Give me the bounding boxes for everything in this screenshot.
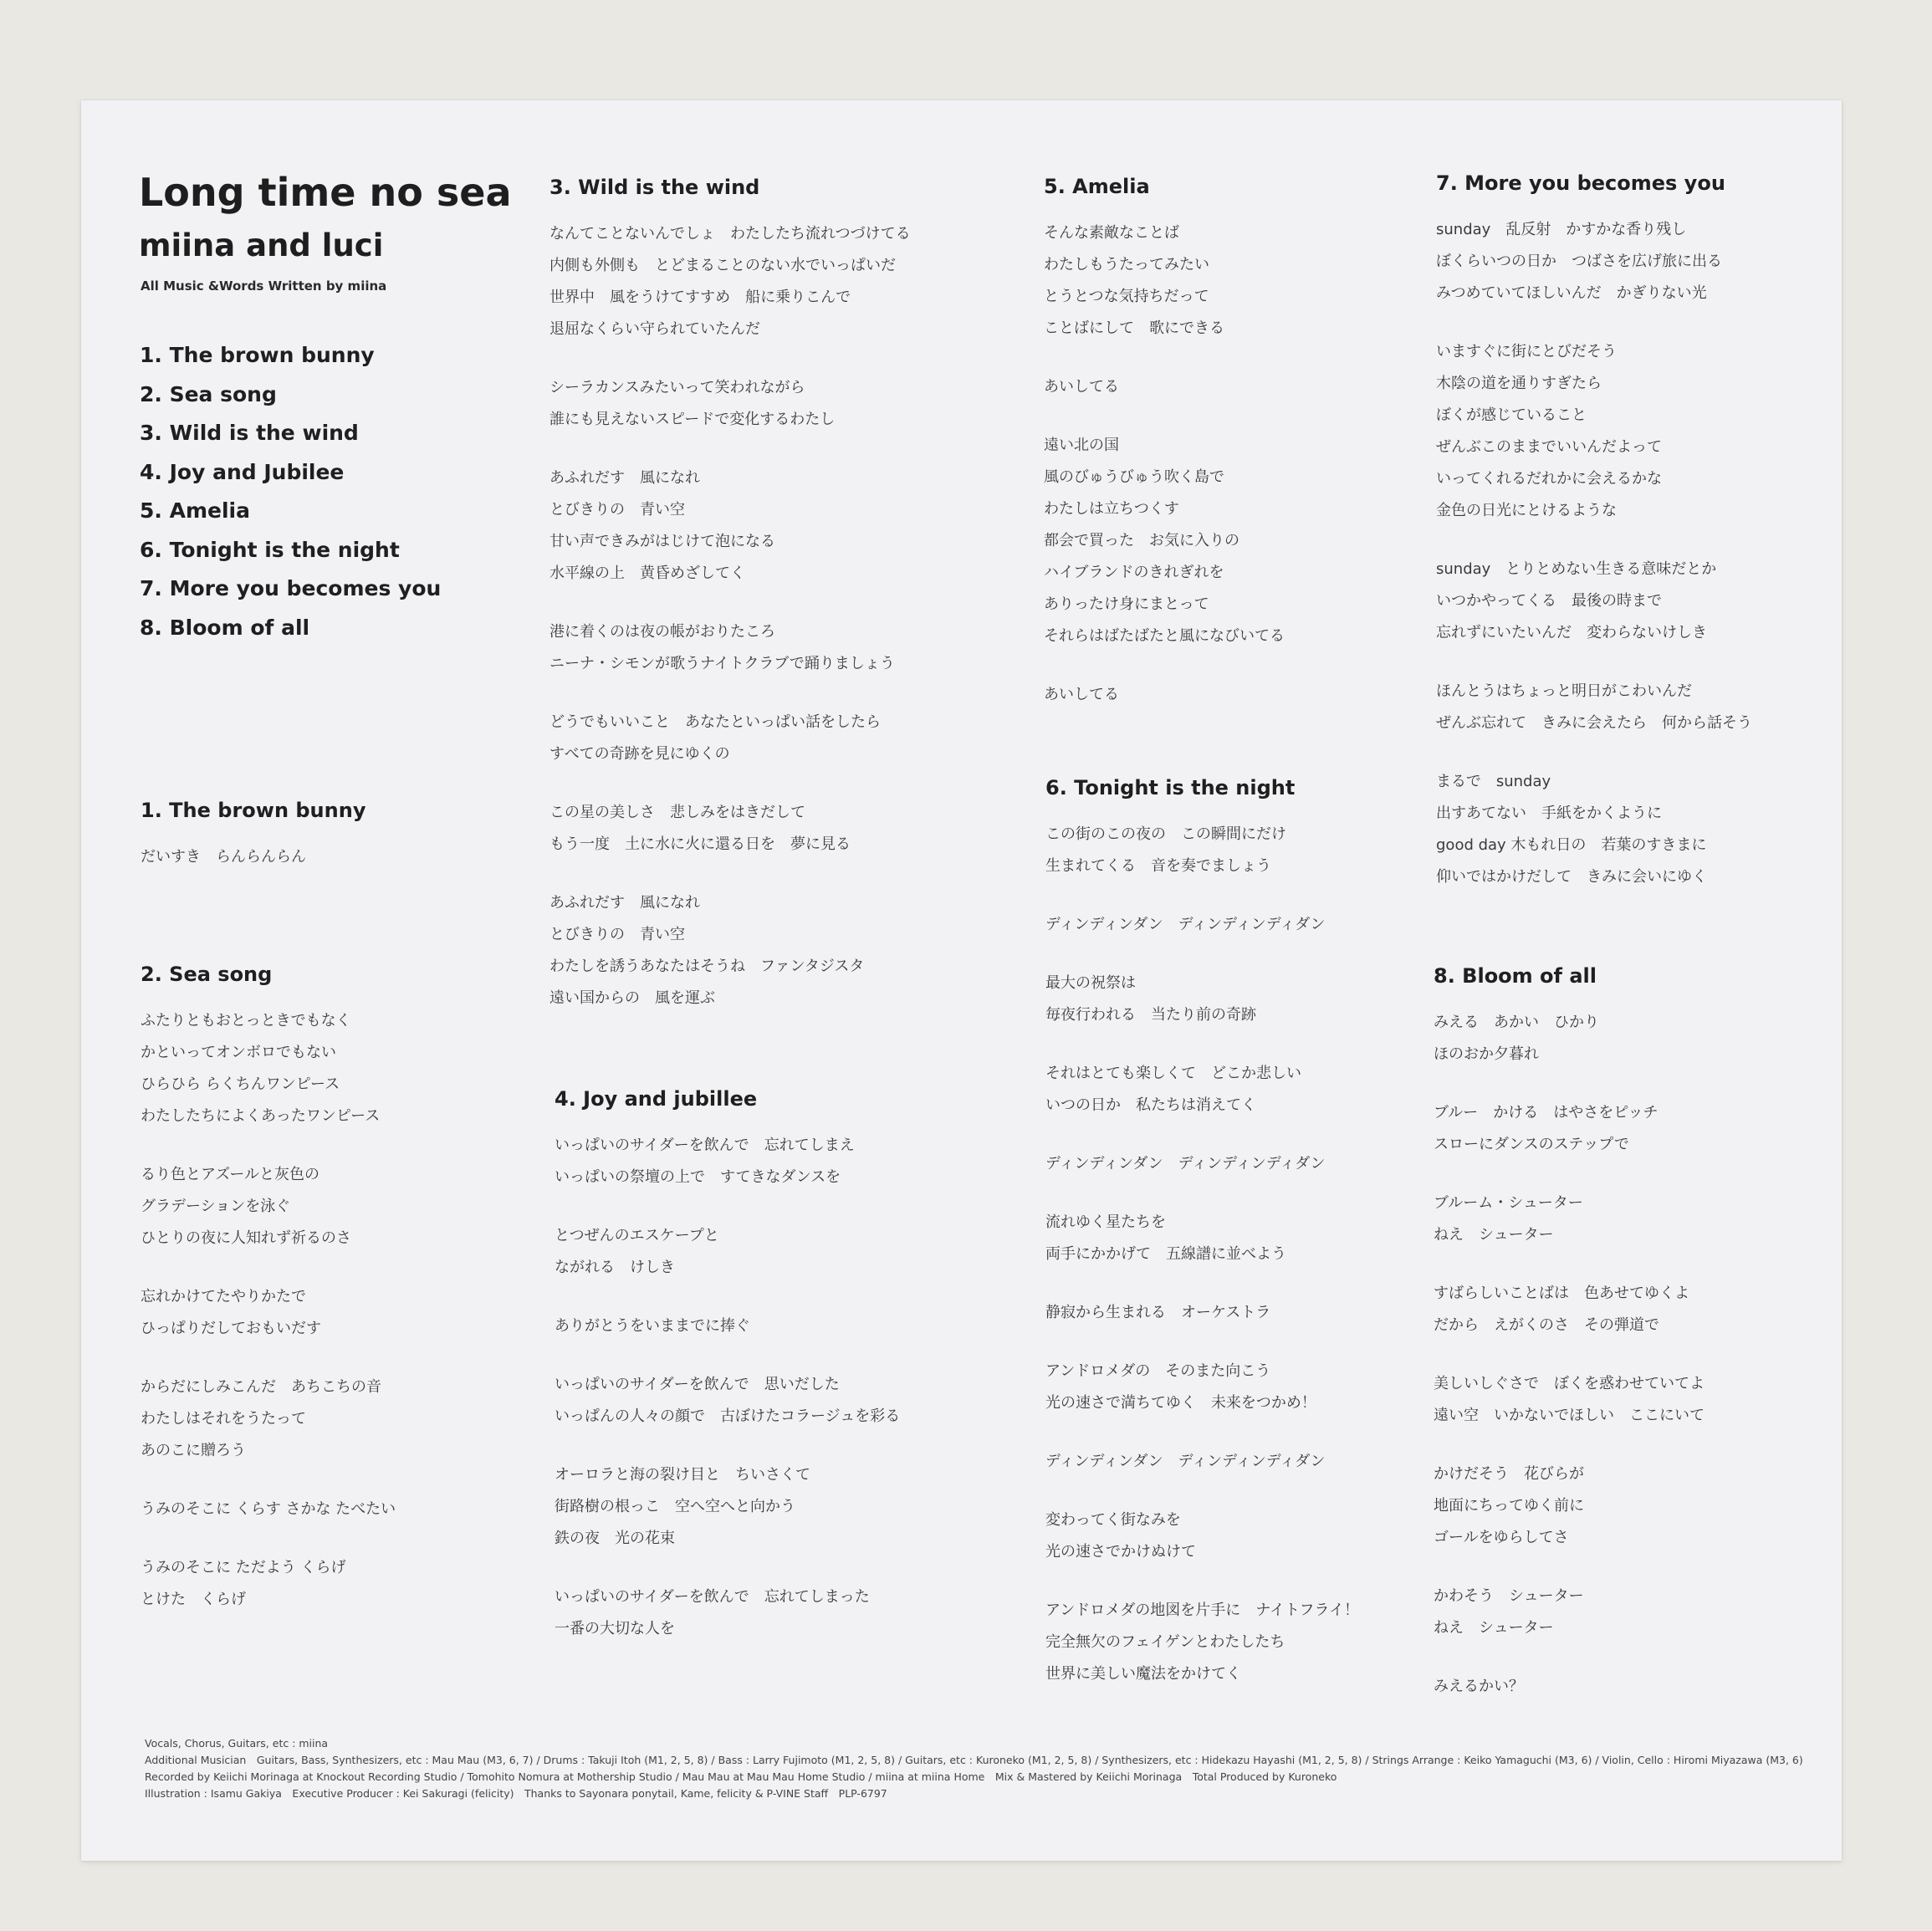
stanza — [1434, 1097, 1818, 1161]
song-title: 1. The brown bunny — [141, 799, 366, 822]
song-title: 2. Sea song — [141, 963, 273, 986]
lyric-line: ほのおか夕暮れ — [1434, 1045, 1539, 1063]
lyric-line: いっぱいのサイダーを飲んで 忘れてしまえ — [555, 1137, 855, 1154]
stanza — [555, 1310, 939, 1342]
stanza — [1434, 1188, 1818, 1251]
stanza — [549, 218, 934, 345]
lyric-line: スローにダンスのステップで — [1434, 1136, 1629, 1153]
stanza — [1045, 1504, 1430, 1568]
lyric-line: 内側も外側も とどまることのない水でいっぱいだ — [549, 257, 896, 274]
lyric-line: 遠い北の国 — [1044, 437, 1119, 454]
stanza — [1045, 1446, 1430, 1478]
lyric-line: ふたりともおとっときでもなく — [141, 1012, 351, 1029]
stanza — [1045, 909, 1430, 941]
lyric-line: ディンディンダン ディンディンディダン — [1045, 1155, 1326, 1172]
lyric-line: 木陰の道を通りすぎたら — [1436, 375, 1602, 392]
lyric-line: 出すあてない 手紙をかくように — [1436, 805, 1662, 822]
lyric-line: いますぐに街にとびだそう — [1436, 343, 1617, 360]
stanza — [1434, 1368, 1818, 1432]
lyric-line: 忘れずにいたいんだ 変わらないけしき — [1436, 624, 1707, 641]
lyric-line: ブルー かける はやさをピッチ — [1434, 1104, 1659, 1121]
lyric-line: みえる あかい ひかり — [1434, 1014, 1599, 1031]
lyric-line: いっぱいの祭壇の上で すてきなダンスを — [555, 1168, 841, 1186]
lyric-line: それはとても楽しくて どこか悲しい — [1045, 1065, 1301, 1082]
lyric-line: 毎夜行われる 当たり前の奇跡 — [1045, 1006, 1256, 1024]
lyric-line: グラデーションを泳ぐ — [141, 1198, 291, 1215]
lyric-line: いっぱいのサイダーを飲んで 忘れてしまった — [555, 1588, 870, 1606]
stanza — [1045, 1207, 1430, 1270]
stanza — [555, 1581, 939, 1645]
lyric-line: good day 木もれ日の 若葉のすきまに — [1436, 836, 1707, 854]
lyric-line: わたしもうたってみたい — [1044, 256, 1209, 273]
lyric-line: ぼくが感じていること — [1436, 406, 1587, 424]
stanza — [141, 1372, 525, 1467]
track-7: 7. More you becomes you — [140, 576, 442, 600]
song-joy-and-jubillee — [555, 1085, 939, 1672]
track-6: 6. Tonight is the night — [140, 537, 400, 562]
lyric-line: まるで sunday — [1436, 773, 1551, 790]
stanza — [549, 616, 934, 680]
stanza — [141, 1005, 525, 1132]
lyric-line: あのこに贈ろう — [141, 1442, 246, 1459]
track-3: 3. Wild is the wind — [140, 421, 359, 445]
lyric-line: わたしは立ちつくす — [1044, 500, 1179, 518]
lyric-line: ことばにして 歌にできる — [1044, 319, 1224, 337]
lyric-line: sunday とりとめない生きる意味だとか — [1436, 560, 1717, 578]
lyric-line: どうでもいいこと あなたといっぱい話をしたら — [549, 713, 881, 731]
stanza — [1044, 430, 1429, 652]
song-more-you-becomes-you — [1436, 169, 1821, 920]
stanza — [1434, 1007, 1818, 1070]
lyric-line: わたしはそれをうたって — [141, 1410, 306, 1428]
stanza — [1045, 1148, 1430, 1180]
lyric-line: オーロラと海の裂け目と ちいさくて — [555, 1466, 810, 1484]
song-title: 7. More you becomes you — [1436, 171, 1725, 195]
lyric-line: いっぱいのサイダーを飲んで 思いだした — [555, 1376, 840, 1393]
stanza — [555, 1130, 939, 1193]
lyric-line: うみのそこに くらす さかな たべたい — [141, 1500, 396, 1518]
lyric-line: 地面にちってゆく前に — [1434, 1497, 1584, 1515]
lyric-line: そんな素敵なことば — [1044, 224, 1179, 242]
song-wild-is-the-wind — [549, 173, 934, 1041]
lyric-line: あいしてる — [1044, 686, 1119, 703]
lyric-line: 甘い声できみがはじけて泡になる — [549, 533, 775, 550]
lyric-line: とけた くらげ — [141, 1591, 246, 1608]
lyric-line: いっぱんの人々の顔で 古ぼけたコラージュを彩る — [555, 1407, 901, 1425]
lyric-line: この街のこの夜の この瞬間にだけ — [1045, 825, 1286, 843]
stanza — [1436, 676, 1821, 739]
stanza — [1044, 679, 1429, 711]
lyric-line: 遠い空 いかないでほしい ここにいて — [1434, 1407, 1705, 1424]
song-sea-song — [141, 960, 525, 1642]
lyric-line: なんてことないんでしょ わたしたち流れつづけてる — [549, 225, 911, 243]
lyric-line: るり色とアズールと灰色の — [141, 1166, 320, 1183]
stanza — [141, 1494, 525, 1525]
lyric-line: シーラカンスみたいって笑われながら — [549, 379, 805, 396]
lyric-line: とうとつな気持ちだって — [1044, 288, 1209, 305]
lyric-line: みつめていてほしいんだ かぎりない光 — [1436, 284, 1707, 302]
lyric-line: 世界中 風をうけてすすめ 船に乗りこんで — [549, 289, 851, 306]
stanza — [1434, 1671, 1818, 1703]
lyric-line: 最大の祝祭は — [1045, 974, 1136, 992]
stanza — [1045, 1297, 1430, 1329]
lyric-line: 変わってく街なみを — [1045, 1511, 1181, 1529]
lyric-line: あふれだす 風になれ — [549, 469, 700, 487]
lyric-line: あいしてる — [1044, 378, 1119, 396]
lyric-line: からだにしみこんだ あちこちの音 — [141, 1378, 381, 1396]
written-by-credit: All Music &Words Written by miina — [141, 278, 387, 294]
stanza — [141, 1552, 525, 1616]
lyric-line: 街路樹の根っこ 空へ空へと向かう — [555, 1498, 795, 1515]
lyric-line: ディンディンダン ディンディンディダン — [1045, 1453, 1326, 1470]
lyric-line: すばらしいことばは 色あせてゆくよ — [1434, 1285, 1689, 1302]
lyric-line: 水平線の上 黄昏めざしてく — [549, 564, 745, 582]
lyric-line: ねえ シューター — [1434, 1619, 1554, 1637]
stanza — [1434, 1278, 1818, 1341]
lyric-line: ありったけ身にまとって — [1044, 595, 1209, 613]
lyric-line: だいすき らんらんらん — [141, 848, 306, 866]
lyric-line: 誰にも見えないスピードで変化するわたし — [549, 411, 836, 428]
stanza — [1045, 819, 1430, 882]
lyric-line: それらはばたばたと風になびいてる — [1044, 627, 1285, 645]
track-2: 2. Sea song — [140, 381, 277, 406]
lyric-line: いつの日か 私たちは消えてく — [1045, 1096, 1256, 1114]
lyric-line: とつぜんのエスケープと — [555, 1227, 719, 1244]
lyric-line: 静寂から生まれる オーケストラ — [1045, 1304, 1271, 1321]
stanza — [549, 887, 934, 1014]
lyric-line: 両手にかかげて 五線譜に並べよう — [1045, 1245, 1286, 1263]
stanza — [1044, 371, 1429, 403]
lyric-line: 美しいしぐさで ぼくを惑わせていてよ — [1434, 1375, 1705, 1392]
stanza — [549, 797, 934, 861]
song-title: 8. Bloom of all — [1434, 964, 1597, 988]
lyric-line: ディンディンダン ディンディンディダン — [1045, 916, 1326, 933]
lyric-line: 忘れかけてたやりかたで — [141, 1288, 306, 1305]
lyric-line: ぼくらいつの日か つばさを広げ旅に出る — [1436, 253, 1722, 270]
lyric-line: 退屈なくらい守られていたんだ — [549, 320, 760, 338]
lyric-line: ほんとうはちょっと明日がこわいんだ — [1436, 682, 1692, 700]
credit-line: Recorded by Keiichi Morinaga at Knockout Recording Studio / Tomohito Nomura at Mothership Studio / Mau Mau at Mau Mau Home Studio / miina at miina Home Mix & Mastered by Keiichi Morinaga Total Produced by Kuroneko — [145, 1770, 1337, 1783]
lyric-line: とびきりの 青い空 — [549, 501, 685, 519]
stanza — [1436, 336, 1821, 527]
stanza — [1436, 554, 1821, 649]
credit-line: Illustration : Isamu Gakiya Executive Producer : Kei Sakuragi (felicity) Thanks to Sayonara ponytail, Kame, felicity & P-VINE Staff PLP-6797 — [145, 1787, 887, 1800]
lyric-line: わたしを誘うあなたはそうね ファンタジスタ — [549, 958, 865, 975]
song-title: 4. Joy and jubillee — [555, 1087, 758, 1111]
lyric-line: 一番の大切な人を — [555, 1620, 675, 1637]
lyric-line: 流れゆく星たちを — [1045, 1213, 1166, 1231]
track-1: 1. The brown bunny — [140, 343, 375, 367]
track-5: 5. Amelia — [140, 498, 250, 523]
lyric-line: ひらひら らくちんワンピース — [141, 1075, 340, 1093]
stanza — [141, 1281, 525, 1345]
lyric-line: 完全無欠のフェイゲンとわたしたち — [1045, 1633, 1285, 1651]
lyric-line: sunday 乱反射 かすかな香り残し — [1436, 221, 1687, 238]
tracklist — [140, 341, 441, 652]
lyric-line: うみのそこに ただよう くらげ — [141, 1559, 346, 1576]
lyric-line: もう一度 土に水に火に還る日を 夢に見る — [549, 835, 851, 853]
stanza — [555, 1459, 939, 1555]
song-bloom-of-all — [1434, 962, 1818, 1729]
stanza — [1434, 1458, 1818, 1554]
lyric-line: とびきりの 青い空 — [549, 926, 685, 943]
track-4: 4. Joy and Jubilee — [140, 459, 345, 484]
lyric-line: ニーナ・シモンが歌うナイトクラブで踊りましょう — [549, 655, 895, 672]
lyric-line: ありがとうをいままでに捧ぐ — [555, 1317, 750, 1335]
lyric-line: 世界に美しい魔法をかけてく — [1045, 1665, 1241, 1683]
stanza — [141, 841, 525, 873]
lyric-line: 光の速さでかけぬけて — [1045, 1543, 1196, 1561]
lyric-line: アンドロメダの地図を片手に ナイトフライ！ — [1045, 1602, 1359, 1619]
lyric-line: 金色の日光にとけるような — [1436, 502, 1617, 519]
song-title: 3. Wild is the wind — [549, 176, 760, 199]
lyric-line: ブルーム・シューター — [1434, 1194, 1583, 1212]
stanza — [1045, 1058, 1430, 1121]
song-the-brown-bunny — [141, 796, 525, 900]
lyric-line: 生まれてくる 音を奏でましょう — [1045, 857, 1271, 875]
artist-name: miina and luci — [139, 227, 384, 263]
lyric-line: この星の美しさ 悲しみをはきだして — [549, 804, 805, 821]
stanza — [1434, 1581, 1818, 1644]
stanza — [1045, 1595, 1430, 1690]
lyric-line: わたしたちによくあったワンピース — [141, 1107, 381, 1125]
lyric-line: 風のびゅうびゅう吹く島で — [1044, 468, 1224, 486]
lyric-line: すべての奇跡を見にゆくの — [549, 745, 730, 763]
lyric-line: アンドロメダの そのまた向こう — [1045, 1362, 1271, 1380]
stanza — [1436, 766, 1821, 893]
lyric-line: 港に着くのは夜の帳がおりたころ — [549, 623, 775, 641]
stanza — [1044, 217, 1429, 345]
song-title: 6. Tonight is the night — [1045, 776, 1296, 799]
lyric-line: 鉄の夜 光の花束 — [555, 1530, 675, 1547]
lyric-line: ぜんぶこのままでいいんだよって — [1436, 438, 1662, 456]
lyric-line: みえるかい？ — [1434, 1678, 1524, 1695]
song-amelia — [1044, 172, 1429, 738]
stanza — [549, 707, 934, 770]
lyric-line: 遠い国からの 風を運ぶ — [549, 989, 715, 1007]
credit-line: Additional Musician Guitars, Bass, Synthesizers, etc : Mau Mau (M3, 6, 7) / Drums : Takuji Itoh (M1, 2, 5, 8) / Bass : Larry Fujimoto (M1, 2, 5, 8) / Guitars, etc : Kuroneko (M1, 2, 5, 8) / Synthesizers, etc : Hidekazu Hayashi (M1, 2, 5, 8) / Strings Arrange : Keiko Yamaguchi (M3, 6) / Violin, Cello : Hiromi Miyazawa (M3, 6) — [145, 1754, 1803, 1766]
stanza — [141, 1159, 525, 1254]
song-title: 5. Amelia — [1044, 175, 1150, 198]
stanza — [549, 372, 934, 436]
lyric-line: かけだそう 花びらが — [1434, 1465, 1584, 1483]
lyric-line: いってくれるだれかに会えるかな — [1436, 470, 1662, 488]
lyric-line: かわそう シューター — [1434, 1587, 1584, 1605]
lyric-line: ねえ シューター — [1434, 1226, 1554, 1244]
lyric-line: ながれる けしき — [555, 1259, 675, 1276]
lyric-line: あふれだす 風になれ — [549, 894, 700, 912]
lyric-line: ひっぱりだしておもいだす — [141, 1320, 321, 1337]
stanza — [1436, 214, 1821, 309]
lyric-line: 都会で買った お気に入りの — [1044, 532, 1239, 549]
lyric-line: 光の速さで満ちてゆく 未来をつかめ！ — [1045, 1394, 1316, 1412]
stanza — [549, 462, 934, 590]
track-8: 8. Bloom of all — [140, 615, 310, 640]
lyric-line: かといってオンボロでもない — [141, 1044, 336, 1061]
stanza — [555, 1220, 939, 1284]
lyric-line: ひとりの夜に人知れず祈るのさ — [141, 1229, 351, 1247]
album-title: Long time no sea — [139, 170, 512, 215]
stanza — [1045, 1356, 1430, 1419]
lyric-line: だから えがくのさ その弾道で — [1434, 1316, 1659, 1334]
credit-line: Vocals, Chorus, Guitars, etc : miina — [145, 1737, 329, 1750]
song-tonight-is-the-night — [1045, 774, 1430, 1717]
lyric-line: ぜんぶ忘れて きみに会えたら 何から話そう — [1436, 714, 1752, 732]
lyric-line: 仰いではかけだして きみに会いにゆく — [1436, 868, 1707, 886]
liner-credits — [145, 1735, 1817, 1802]
lyric-line: いつかやってくる 最後の時まで — [1436, 592, 1662, 610]
stanza — [1045, 968, 1430, 1031]
lyric-line: ゴールをゆらしてさ — [1434, 1529, 1569, 1546]
stanza — [555, 1369, 939, 1433]
lyric-line: ハイブランドのきれぎれを — [1044, 564, 1224, 581]
